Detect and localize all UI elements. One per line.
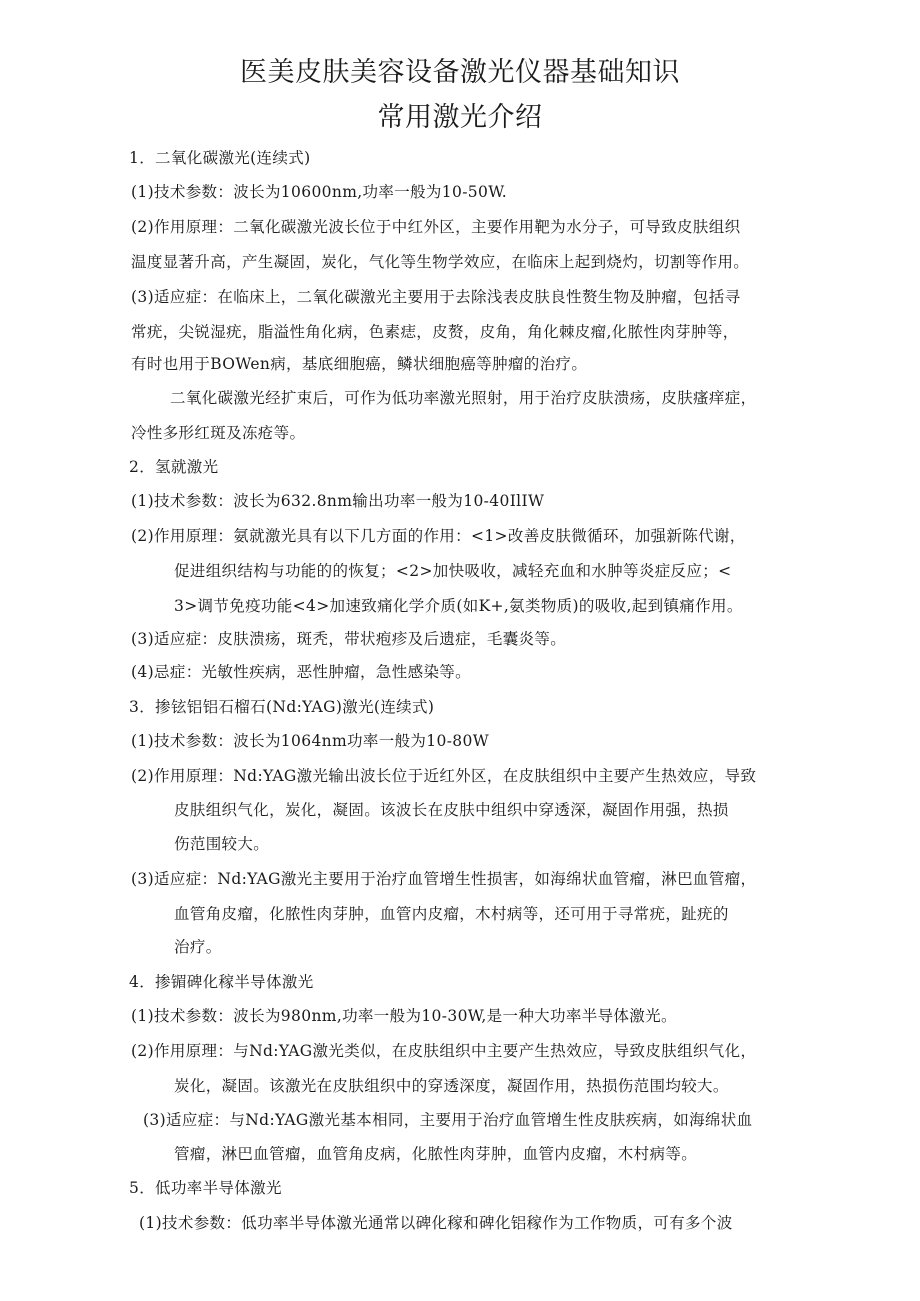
section-heading-3: 3．掺铉铝铝石榴石(Nd:YAG)激光(连续式) <box>129 698 435 716</box>
text-line: 温度显著升高，产生凝固，炭化，气化等生物学效应，在临床上起到烧灼，切割等作用。 <box>131 253 750 271</box>
section-heading-4: 4．掺镅碑化稼半导体激光 <box>129 973 314 991</box>
text-line: (1)技术参数：波长为1064nm功率一般为10-80W <box>131 732 489 750</box>
text-line: (1)技术参数：波长为980nm,功率一般为10-30W,是一种大功率半导体激光。 <box>131 1007 677 1025</box>
text-line: 血管角皮瘤，化脓性肉芽肿，血管内皮瘤，木村病等，还可用于寻常疣，趾疣的 <box>174 905 729 923</box>
section-heading-2: 2．氢就激光 <box>129 458 219 476</box>
text-line: 伤范围较大。 <box>174 835 270 853</box>
document-title: 医美皮肤美容设备激光仪器基础知识 <box>240 57 680 88</box>
text-line: 皮肤组织气化，炭化，凝固。该波长在皮肤中组织中穿透深，凝固作用强，热损 <box>174 801 729 819</box>
text-line: 炭化，凝固。该激光在皮肤组织中的穿透深度，凝固作用，热损伤范围均较大。 <box>174 1077 729 1095</box>
text-line: 管瘤，淋巴血管瘤，血管角皮病，化脓性肉芽肿，血管内皮瘤，木村病等。 <box>174 1145 698 1163</box>
text-line: 3>调节免疫功能<4>加速致痛化学介质(如K+,氨类物质)的吸收,起到镇痛作用。 <box>174 597 743 615</box>
text-line: (1)技术参数：低功率半导体激光通常以碑化稼和碑化铝稼作为工作物质，可有多个波 <box>139 1214 733 1232</box>
text-line: (2)作用原理：二氧化碳激光波长位于中红外区，主要作用靶为水分子，可导致皮肤组织 <box>131 218 741 236</box>
section-heading-5: 5．低功率半导体激光 <box>129 1179 282 1197</box>
text-line: 有时也用于BOWen病，基底细胞癌，鳞状细胞癌等肿瘤的治疗。 <box>131 355 588 373</box>
document-subtitle: 常用激光介绍 <box>377 102 543 133</box>
text-line: (4)忌症：光敏性疾病，恶性肿瘤，急性感染等。 <box>131 663 472 681</box>
text-line: (3)适应症：皮肤溃疡，斑秃，带状疱疹及后遗症，毛囊炎等。 <box>131 630 567 648</box>
text-line: (2)作用原理：Nd:YAG激光输出波长位于近红外区，在皮肤组织中主要产生热效应，导致 <box>131 767 757 785</box>
text-line: 常疣，尖锐湿疣，脂溢性角化病，色素痣，皮赘，皮角，角化棘皮瘤,化脓性肉芽肿等， <box>131 323 739 341</box>
text-line: 冷性多形红斑及冻疮等。 <box>131 424 306 442</box>
text-line: (1)技术参数：波长为10600nm,功率一般为10-50W. <box>131 183 508 201</box>
text-line: (3)适应症：在临床上，二氧化碳激光主要用于去除浅表皮肤良性赘生物及肿瘤，包括寻 <box>131 288 741 306</box>
text-line: 二氧化碳激光经扩束后，可作为低功率激光照射，用于治疗皮肤溃疡，皮肤瘙痒症， <box>170 389 757 407</box>
text-line: (2)作用原理：氨就激光具有以下几方面的作用：<1>改善皮肤微循环，加强新陈代谢， <box>131 527 746 545</box>
text-line: 治疗。 <box>174 938 222 956</box>
text-line: (3)适应症：Nd:YAG激光主要用于治疗血管增生性损害，如海绵状血管瘤，淋巴血管瘤， <box>131 870 757 888</box>
text-line: (1)技术参数：波长为632.8nm输出功率一般为10-40IlIW <box>131 492 545 510</box>
text-line: (2)作用原理：与Nd:YAG激光类似，在皮肤组织中主要产生热效应，导致皮肤组织气化， <box>131 1042 757 1060</box>
text-line: 促进组织结构与功能的的恢复；<2>加快吸收，减轻充血和水肿等炎症反应；< <box>174 562 732 580</box>
section-heading-1: 1．二氧化碳激光(连续式) <box>129 149 311 167</box>
text-line: (3)适应症：与Nd:YAG激光基本相同，主要用于治疗血管增生性皮肤疾病，如海绵状血 <box>143 1111 753 1129</box>
